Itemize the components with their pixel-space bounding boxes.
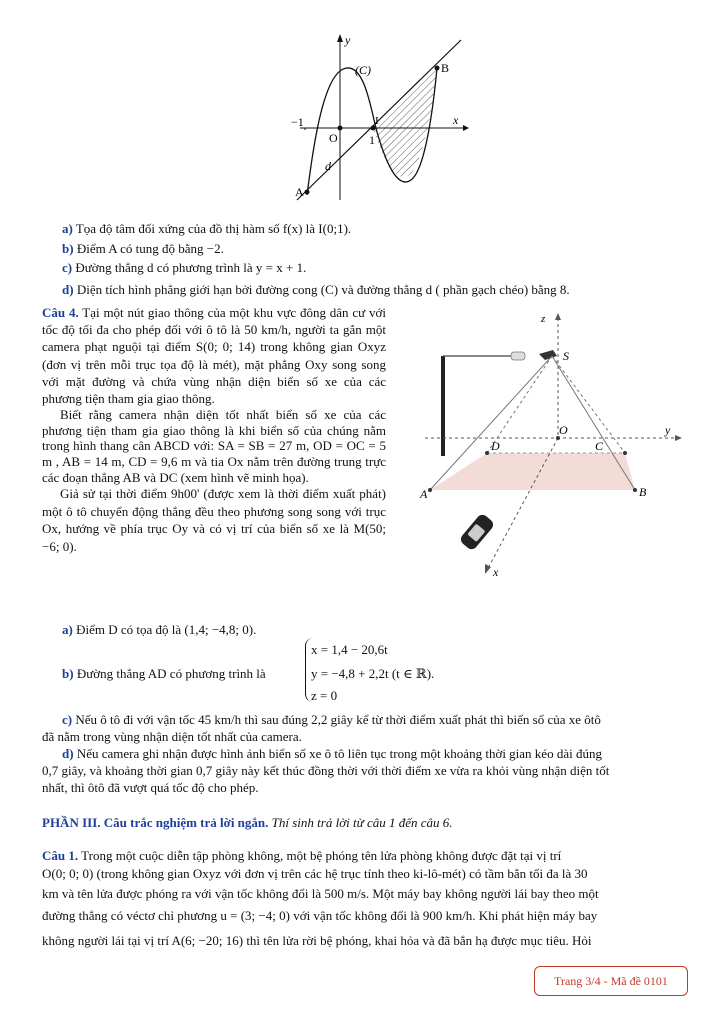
q3-b-label: b) <box>62 241 74 256</box>
q1-text: Trong một cuộc diễn tập phòng không, một bệ phóng tên lửa phòng không được đặt tại vị trí <box>81 848 562 863</box>
camera-icon <box>539 350 557 360</box>
label-curve: (C) <box>355 63 371 77</box>
q4-title: Câu 4. <box>42 305 79 320</box>
label-b: B <box>441 61 450 75</box>
fig-label-y: y <box>665 423 671 437</box>
camera-pole <box>441 356 445 456</box>
q4-statement-c <box>62 712 601 728</box>
car-icon <box>459 512 496 551</box>
q4-b-label: b) <box>62 666 74 681</box>
hatched-area <box>373 68 437 177</box>
camera-3d-figure <box>415 310 690 580</box>
fig-label-z: z <box>541 313 546 325</box>
q4-line: OD = OC = 5 m , AB = 14 m, CD = 9,6 m và tia Ox nằm <box>42 438 386 469</box>
label-neg1: −1 <box>291 115 304 129</box>
q4-line: trong không gian Oxyz (đơn vị trên mỗi trục tọa độ là <box>42 339 387 372</box>
label-y: y <box>345 33 351 47</box>
page-footer-badge <box>534 966 688 996</box>
q4-line: nằm trong hình thang cân ABCD với: SA = SB = 27 m, <box>42 422 387 454</box>
q4-statement-b <box>62 666 266 682</box>
label-d: d <box>325 159 331 173</box>
sys-eq-1: x = 1,4 − 20,6t <box>311 642 388 657</box>
q4-d-text: Nếu camera ghi nhận được hình ảnh biển số xe ô tô liên tục trong một khoảng thời gian kéo dài đúng <box>76 746 602 761</box>
q4-b-text: Đường thẳng AD có phương trình là <box>76 666 266 681</box>
q4-line: Tại một nút giao thông của một khu vực đông dân <box>82 305 349 320</box>
q1-line5: không người lái tại vị trí A(6; −20; 16) thì tên lửa rời bệ phóng, khai hỏa và đã bắn hạ được mục tiêu. Hỏi <box>42 933 592 948</box>
q4-line: người ta gắn một camera phạt nguội tại điểm S(0; 0; 14) <box>42 322 387 355</box>
q1-title: Câu 1. <box>42 848 79 863</box>
q3-a-label: a) <box>62 221 73 236</box>
fig-label-d: D <box>491 439 500 453</box>
fig-label-b: B <box>639 485 647 499</box>
q3-c-text: Đường thẳng d có phương trình là y = x + 1. <box>75 260 307 275</box>
sys-eq-3: z = 0 <box>311 688 338 703</box>
q4-line: giao thông. <box>156 391 215 407</box>
part3-title: PHẦN III. Câu trắc nghiệm trả lời ngắn. <box>42 815 269 830</box>
q4-line: mét), mặt phẳng Oxy song song với mặt đường và chứa <box>42 356 386 389</box>
q3-statement-a <box>62 221 351 237</box>
fig-label-a: A <box>420 487 428 501</box>
q4-d-label: d) <box>62 746 74 761</box>
q4-a-text: Điểm D có tọa độ là (1,4; −4,8; 0). <box>76 622 257 637</box>
part3-heading <box>42 815 453 831</box>
footer-text: Trang 3/4 - Mã đề 0101 <box>554 973 668 988</box>
q4-line: phương tiện tham gia giao thông là khi biển số của chúng <box>42 422 359 438</box>
fig-label-c: C <box>595 439 604 453</box>
fig-label-x: x <box>493 565 499 579</box>
q3-d-label: d) <box>62 282 74 297</box>
q4-statement-a <box>62 622 256 638</box>
label-x: x <box>453 113 459 127</box>
q1-line1 <box>42 848 561 864</box>
cubic-graph-figure <box>285 30 470 205</box>
q4-a-label: a) <box>62 622 73 637</box>
q4-statement-d <box>62 746 602 762</box>
q4-c-label: c) <box>62 712 73 727</box>
q4-c-text: Nếu ô tô đi với vận tốc 45 km/h thì sau đúng 2,2 giây kể từ thời điểm xuất phát thì biển số của xe ôtô <box>75 712 601 727</box>
line-d <box>297 40 461 200</box>
q3-c-label: c) <box>62 260 73 275</box>
q4-line: xuất phát) một ô tô chuyển động thẳng đều theo phương <box>42 486 387 519</box>
label-origin: O <box>329 131 338 145</box>
part3-subtitle: Thí sinh trả lời từ câu 1 đến câu 6. <box>271 815 453 830</box>
q1-line4: đường thẳng có véctơ chỉ phương u = (3; −4; 0) với vận tốc không đổi là 900 km/h. Khi phát hiện máy bay <box>42 908 598 923</box>
sys-eq-2: y = −4,8 + 2,2t (t ∈ ℝ). <box>311 666 435 681</box>
q4-line: Biết rằng camera nhận diện tốt nhất biển số xe của các <box>60 407 386 423</box>
q4-line: trên đường trung trực các đoạn thẳng AB và DC (xem <box>42 454 387 485</box>
fig-label-s: S <box>563 349 569 363</box>
q4-d-line3: nhất, thì ôtô đã vượt quá tốc độ cho phép. <box>42 780 259 795</box>
q4-line: trí của biển số xe là M(50; −6; 0). <box>42 521 387 554</box>
q4-text-block <box>42 304 386 555</box>
recognition-trapezoid <box>430 453 635 490</box>
q1-line2: O(0; 0; 0) (trong không gian Oxyz với đơn vị trên các hệ trục tính theo ki-lô-mét) có tầm bắn tối đa là 30 <box>42 866 588 881</box>
q4-line: Giả sử tại thời điểm 9h00' (được xem là thời điểm <box>60 486 329 502</box>
q3-statement-b <box>62 241 224 257</box>
q4-line: cư với tốc độ tối đa cho phép đối với ô tô là 50 km/h, <box>42 305 387 338</box>
q3-a-text: Tọa độ tâm đối xứng của đồ thị hàm số f(x) là I(0;1). <box>75 221 352 236</box>
label-1: 1 <box>369 133 375 147</box>
label-a: A <box>295 185 304 199</box>
q4-line: song song với trục Ox, hướng về phía trục Oy và có vị <box>42 503 386 537</box>
q4-d-line2: 0,7 giây, và khoảng thời gian 0,7 giây này kết thúc đồng thời với thời điểm xe vừa ra khỏi vùng nhận diện tốt <box>42 763 610 778</box>
fig-label-o: O <box>559 423 568 437</box>
q3-b-text: Điểm A có tung độ bằng −2. <box>76 241 224 256</box>
q4-line: vùng nhận diện biển số xe của các phương tiện tham gia <box>42 373 386 407</box>
q4-c-line2: đã nằm trong vùng nhận diện tốt nhất của camera. <box>42 729 302 744</box>
q1-line3: km và tên lửa được phóng ra với vận tốc không đổi là 500 m/s. Một máy bay không người lái bay theo một <box>42 886 599 901</box>
label-i: I <box>375 115 379 127</box>
q3-statement-c <box>62 260 306 276</box>
q3-d-text: Diện tích hình phẳng giới hạn bởi đường cong (C) và đường thẳng d ( phần gạch chéo) bằng 8. <box>76 282 570 297</box>
q3-statement-d <box>62 282 570 298</box>
q4-line: hình vẽ minh họa). <box>210 469 309 485</box>
